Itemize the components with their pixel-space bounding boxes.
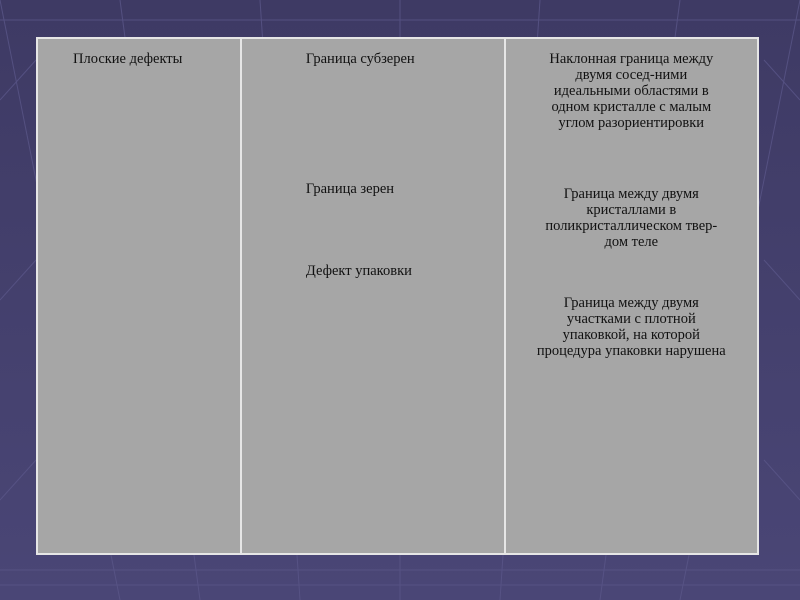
defect-name-column [242, 39, 506, 553]
description-grain: Граница между двумя кристаллами в поликристаллическом твер- дом теле [545, 186, 718, 250]
description-stacking: Граница между двумя участками с плотной упаковкой, на которой процедура упаковки нарушена [536, 295, 726, 359]
defect-name-grain: Граница зерен [305, 181, 395, 197]
defect-name-stacking: Дефект упаковки [305, 263, 412, 279]
category-label: Плоские дефекты [73, 51, 183, 67]
description-column [506, 39, 757, 553]
defect-name-subgrain: Граница субзерен [305, 51, 415, 67]
category-column [38, 39, 242, 553]
description-subgrain: Наклонная граница между двумя сосед-ними идеальными областями в одном кристалле с малым углом разориентировки [549, 51, 714, 131]
defects-table [36, 37, 759, 555]
